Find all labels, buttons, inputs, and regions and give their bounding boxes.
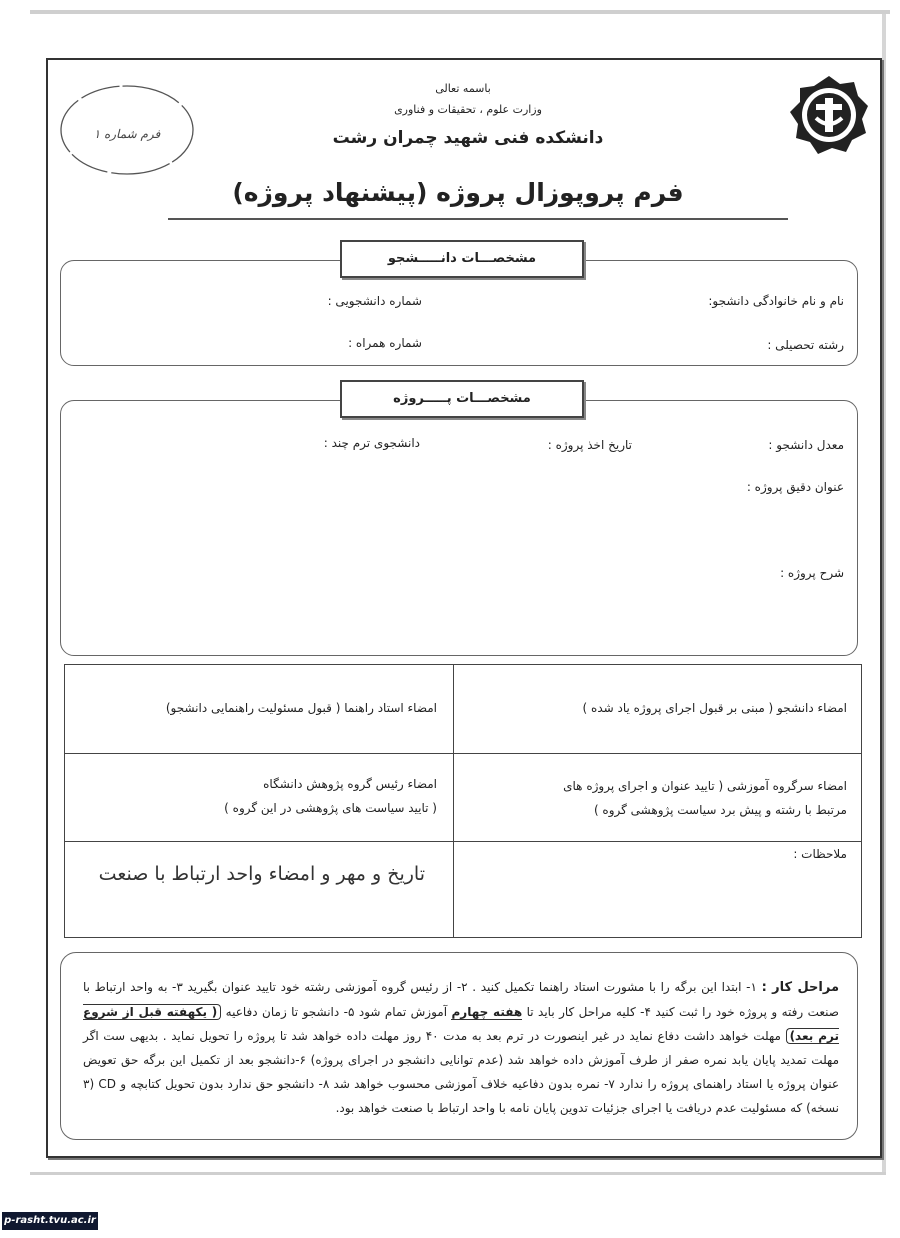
bismillah-text: باسمه تعالی xyxy=(435,82,491,95)
one-week-highlight: ( یکهفته قبل از شروع ترم بعد) xyxy=(83,1005,839,1043)
work-steps-text xyxy=(83,975,839,1120)
description-label: شرح پروژه : xyxy=(780,566,844,580)
project-info-section xyxy=(60,400,858,656)
notes-label: ملاحظات : xyxy=(793,847,847,861)
full-name-label: نام و نام خانوادگی دانشجو: xyxy=(708,294,844,308)
research-head-signature-note: ( تایید سیاست های پژوهشی در این گروه ) xyxy=(224,801,437,815)
field-of-study-label: رشته تحصیلی : xyxy=(767,338,844,352)
project-section-title: مشخصـــات پـــــروژه xyxy=(340,380,584,418)
title-divider xyxy=(168,218,788,220)
work-steps-part2: آموزش تمام شود ۵- دانشجو تا زمان دفاعیه xyxy=(225,1005,448,1019)
scan-edge-right xyxy=(882,14,886,1174)
seal-text: فرم شماره ۱ xyxy=(93,127,161,141)
table-divider-vertical xyxy=(453,665,454,937)
week-four-highlight: هفته چهارم xyxy=(451,1005,523,1019)
date-taken-label: تاریخ اخذ پروژه : xyxy=(547,438,632,452)
work-steps-heading: مراحل کار : xyxy=(761,980,840,995)
scan-edge-bottom xyxy=(30,1172,886,1175)
form-title: فرم پروپوزال پروژه (پیشنهاد پروژه) xyxy=(232,178,684,207)
signature-table xyxy=(64,664,862,938)
scan-edge-top xyxy=(30,10,890,14)
form-number-seal-icon xyxy=(56,80,198,180)
dept-head-signature-label: امضاء سرگروه آموزشی ( تایید عنوان و اجرای پروژه های xyxy=(563,779,847,793)
table-divider-row2 xyxy=(65,841,861,842)
term-label: دانشجوی ترم چند : xyxy=(323,436,420,450)
site-watermark: p-rasht.tvu.ac.ir xyxy=(2,1212,98,1230)
advisor-signature-label: امضاء استاد راهنما ( قبول مسئولیت راهنمایی دانشجو) xyxy=(165,701,437,715)
work-steps-part1: ۱- ابتدا این برگه را با مشورت استاد راهنما تکمیل کنید . ۲- از رئیس گروه آموزشی رشته خود تایید عنوان بگیرید ۳- به واحد ارتباط با صنعت رفته و پروژه خود را ثبت کنید ۴- کلیه مراحل کار باید تا xyxy=(83,980,839,1019)
form-page xyxy=(46,58,882,1158)
exact-title-label: عنوان دقیق پروژه : xyxy=(746,480,844,494)
table-divider-row1 xyxy=(65,753,861,754)
dept-head-signature-note: مرتبط با رشته و پیش برد سیاست پژوهشی گروه ) xyxy=(593,803,847,817)
college-name: دانشکده فنی شهید چمران رشت xyxy=(332,128,604,148)
industry-stamp-label: تاریخ و مهر و امضاء واحد ارتباط با صنعت xyxy=(98,863,425,885)
work-steps-part3: مهلت خواهد داشت دفاع نماید در غیر اینصورت در ترم بعد به مدت ۴۰ روز مهلت داده خواهد شد تا پروژه را تحویل نماید . بدیهی ست اگر مهلت تمدید پایان یابد نمره صفر از طرف آموزش داده خواهد شد (عدم توانایی دانشجو در اجرای پروژه) ۶-دانشجو بعد از تکمیل این برگه حق تعویض عنوان پروژه یا استاد راهنمای پروژه را ندارد ۷- نمره بدون دفاعیه خلاف آموزشی محسوب خواهد شد ۸- دانشجو حق ندارد بدون تحویل کتابچه و CD (۳ نسخه) که مسئولیت عدم دریافت یا اجرای جزئیات تدوین پایان نامه با واحد ارتباط با صنعت خواهد بود. xyxy=(83,1029,839,1115)
student-signature-label: امضاء دانشجو ( مبنی بر قبول اجرای پروژه یاد شده ) xyxy=(582,701,847,715)
gpa-label: معدل دانشجو : xyxy=(768,438,844,452)
university-logo-icon xyxy=(788,74,870,156)
student-section-title: مشخصـــات دانـــــشجو xyxy=(340,240,584,278)
research-head-signature-label: امضاء رئیس گروه پژوهش دانشگاه xyxy=(263,777,437,791)
mobile-label: شماره همراه : xyxy=(348,336,422,350)
work-steps-section xyxy=(60,952,858,1140)
student-number-label: شماره دانشجویی : xyxy=(327,294,422,308)
ministry-text: وزارت علوم ، تحقیقات و فناوری xyxy=(394,103,542,116)
